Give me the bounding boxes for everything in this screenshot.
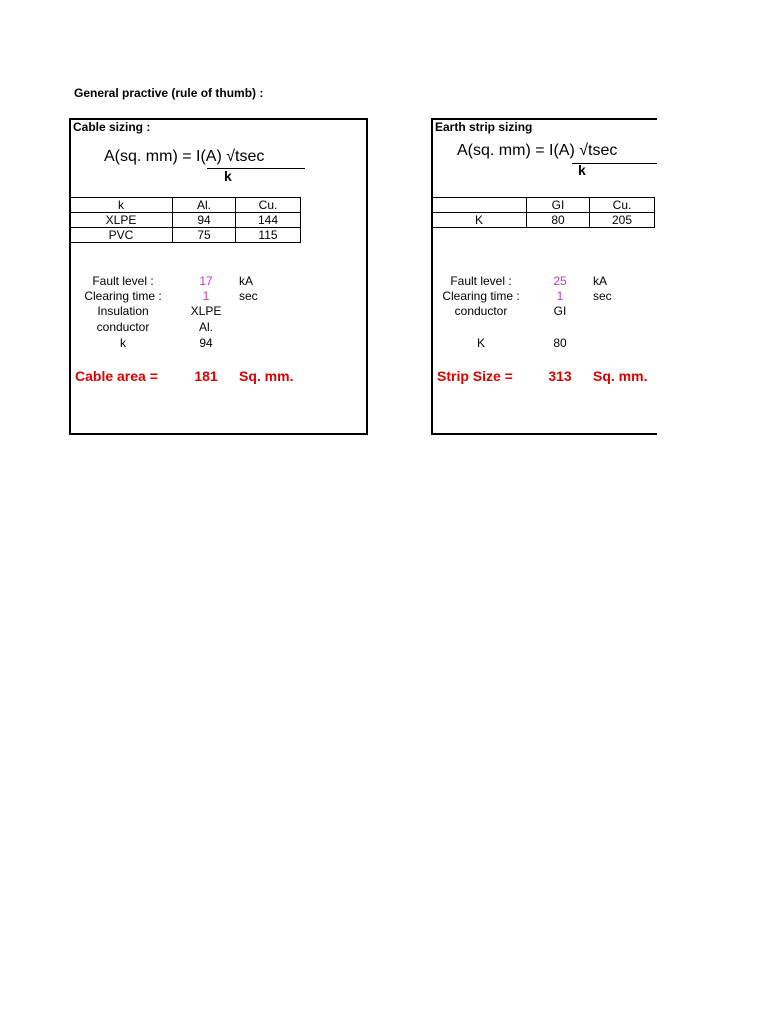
table-cell: Cu. bbox=[236, 198, 301, 213]
page-heading: General practive (rule of thumb) : bbox=[74, 86, 264, 100]
earth-strip-title: Earth strip sizing bbox=[435, 120, 533, 134]
cable-formula-line bbox=[207, 168, 305, 169]
strip-formula: A(sq. mm) = I(A) √tsec bbox=[457, 142, 618, 159]
strip-clearing-value: 1 bbox=[556, 289, 564, 303]
cable-k-value: 94 bbox=[199, 336, 213, 350]
strip-k-value: 80 bbox=[553, 336, 567, 350]
table-cell: Cu. bbox=[590, 198, 655, 213]
cable-area-unit: Sq. mm. bbox=[239, 368, 294, 384]
table-row bbox=[70, 198, 301, 213]
table-cell: 115 bbox=[236, 228, 301, 243]
strip-clearing-label: Clearing time : bbox=[442, 289, 520, 303]
earth-strip-box bbox=[431, 118, 657, 435]
earth-strip-clip bbox=[431, 116, 657, 437]
strip-size-unit: Sq. mm. bbox=[593, 368, 648, 384]
table-cell: GI bbox=[527, 198, 590, 213]
strip-k-label: K bbox=[476, 336, 485, 350]
cable-clearing-label: Clearing time : bbox=[84, 289, 162, 303]
table-cell: 205 bbox=[590, 213, 655, 228]
table-cell: 75 bbox=[173, 228, 236, 243]
table-cell: 80 bbox=[527, 213, 590, 228]
strip-k-table bbox=[431, 197, 655, 228]
cable-clearing-unit: sec bbox=[239, 289, 258, 303]
table-cell: k bbox=[70, 198, 173, 213]
table-row bbox=[70, 228, 301, 243]
cable-sizing-title: Cable sizing : bbox=[73, 120, 151, 134]
table-cell: Al. bbox=[173, 198, 236, 213]
table-cell: K bbox=[432, 213, 527, 228]
cable-k-table bbox=[69, 197, 301, 243]
cable-formula: A(sq. mm) = I(A) √tsec bbox=[104, 148, 265, 165]
cable-sizing-box bbox=[69, 118, 368, 435]
strip-size-value: 313 bbox=[548, 368, 572, 384]
table-cell: 144 bbox=[236, 213, 301, 228]
strip-conductor-value: GI bbox=[553, 304, 567, 318]
table-row bbox=[432, 198, 655, 213]
cable-formula-denominator: k bbox=[224, 168, 232, 184]
table-cell bbox=[432, 198, 527, 213]
cable-fault-value: 17 bbox=[199, 274, 213, 288]
strip-clearing-unit: sec bbox=[593, 289, 612, 303]
cable-fault-unit: kA bbox=[239, 274, 254, 288]
strip-formula-denominator: k bbox=[578, 162, 586, 178]
cable-conductor-value: Al. bbox=[198, 320, 213, 334]
table-cell: XLPE bbox=[70, 213, 173, 228]
table-cell: 94 bbox=[173, 213, 236, 228]
cable-conductor-label: conductor bbox=[96, 320, 150, 334]
cable-insulation-label: Insulation bbox=[97, 304, 149, 318]
cable-fault-label: Fault level : bbox=[92, 274, 154, 288]
table-row bbox=[70, 213, 301, 228]
cable-area-label: Cable area = bbox=[75, 368, 158, 384]
strip-fault-label: Fault level : bbox=[450, 274, 512, 288]
cable-insulation-value: XLPE bbox=[190, 304, 222, 318]
strip-size-label: Strip Size = bbox=[437, 368, 513, 384]
table-cell: PVC bbox=[70, 228, 173, 243]
cable-area-value: 181 bbox=[194, 368, 218, 384]
cable-clearing-value: 1 bbox=[202, 289, 210, 303]
table-row bbox=[432, 213, 655, 228]
strip-fault-value: 25 bbox=[553, 274, 567, 288]
strip-fault-unit: kA bbox=[593, 274, 608, 288]
cable-k-label: k bbox=[120, 336, 126, 350]
strip-conductor-label: conductor bbox=[454, 304, 508, 318]
